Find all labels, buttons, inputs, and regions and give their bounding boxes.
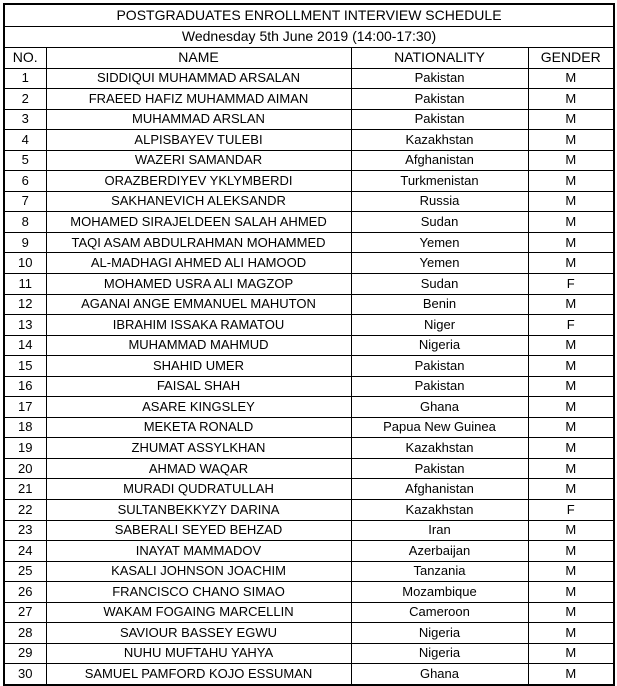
- table-row: [4, 602, 614, 623]
- cell-gender: M: [528, 150, 614, 171]
- cell-name: ORAZBERDIYEV YKLYMBERDI: [46, 171, 351, 192]
- cell-gender: M: [528, 212, 614, 233]
- cell-no: 18: [4, 417, 46, 438]
- cell-name: MUHAMMAD ARSLAN: [46, 109, 351, 130]
- cell-name: MUHAMMAD MAHMUD: [46, 335, 351, 356]
- cell-name: MOHAMED SIRAJELDEEN SALAH AHMED: [46, 212, 351, 233]
- cell-nationality: Tanzania: [351, 561, 528, 582]
- cell-gender: M: [528, 623, 614, 644]
- table-row: [4, 171, 614, 192]
- cell-nationality: Sudan: [351, 274, 528, 295]
- cell-nationality: Pakistan: [351, 109, 528, 130]
- cell-nationality: Papua New Guinea: [351, 417, 528, 438]
- cell-gender: M: [528, 561, 614, 582]
- schedule-table-body: [4, 68, 614, 685]
- cell-gender: M: [528, 397, 614, 418]
- table-row: [4, 232, 614, 253]
- cell-no: 16: [4, 376, 46, 397]
- cell-gender: M: [528, 130, 614, 151]
- cell-gender: M: [528, 191, 614, 212]
- cell-name: INAYAT MAMMADOV: [46, 541, 351, 562]
- table-row: [4, 376, 614, 397]
- cell-no: 6: [4, 171, 46, 192]
- table-row: [4, 253, 614, 274]
- table-row: [4, 130, 614, 151]
- cell-nationality: Ghana: [351, 397, 528, 418]
- cell-no: 21: [4, 479, 46, 500]
- table-row: [4, 623, 614, 644]
- cell-name: WAKAM FOGAING MARCELLIN: [46, 602, 351, 623]
- column-header-gender: GENDER: [528, 48, 614, 69]
- cell-nationality: Pakistan: [351, 376, 528, 397]
- table-row: [4, 150, 614, 171]
- cell-no: 28: [4, 623, 46, 644]
- cell-name: NUHU MUFTAHU YAHYA: [46, 643, 351, 664]
- cell-gender: M: [528, 376, 614, 397]
- cell-no: 17: [4, 397, 46, 418]
- cell-gender: M: [528, 89, 614, 110]
- cell-gender: M: [528, 417, 614, 438]
- cell-gender: M: [528, 335, 614, 356]
- cell-nationality: Russia: [351, 191, 528, 212]
- cell-no: 9: [4, 232, 46, 253]
- cell-gender: F: [528, 315, 614, 336]
- column-header-name: NAME: [46, 48, 351, 69]
- cell-gender: M: [528, 232, 614, 253]
- cell-nationality: Pakistan: [351, 458, 528, 479]
- table-row: [4, 458, 614, 479]
- cell-name: IBRAHIM ISSAKA RAMATOU: [46, 315, 351, 336]
- cell-name: WAZERI SAMANDAR: [46, 150, 351, 171]
- cell-gender: M: [528, 253, 614, 274]
- table-row: [4, 274, 614, 295]
- cell-name: AGANAI ANGE EMMANUEL MAHUTON: [46, 294, 351, 315]
- cell-nationality: Kazakhstan: [351, 130, 528, 151]
- subtitle-row: [4, 27, 614, 48]
- cell-no: 23: [4, 520, 46, 541]
- table-row: [4, 335, 614, 356]
- cell-no: 20: [4, 458, 46, 479]
- title-row: [4, 4, 614, 27]
- table-row: [4, 356, 614, 377]
- cell-nationality: Niger: [351, 315, 528, 336]
- table-row: [4, 643, 614, 664]
- table-row: [4, 438, 614, 459]
- cell-name: SHAHID UMER: [46, 356, 351, 377]
- table-row: [4, 561, 614, 582]
- cell-nationality: Iran: [351, 520, 528, 541]
- cell-nationality: Nigeria: [351, 623, 528, 644]
- cell-no: 26: [4, 582, 46, 603]
- cell-no: 14: [4, 335, 46, 356]
- table-row: [4, 212, 614, 233]
- table-row: [4, 397, 614, 418]
- cell-no: 25: [4, 561, 46, 582]
- cell-gender: M: [528, 520, 614, 541]
- cell-gender: M: [528, 294, 614, 315]
- cell-gender: M: [528, 643, 614, 664]
- cell-no: 10: [4, 253, 46, 274]
- column-header-no: NO.: [4, 48, 46, 69]
- cell-name: MURADI QUDRATULLAH: [46, 479, 351, 500]
- cell-nationality: Turkmenistan: [351, 171, 528, 192]
- table-row: [4, 417, 614, 438]
- cell-name: AHMAD WAQAR: [46, 458, 351, 479]
- cell-name: TAQI ASAM ABDULRAHMAN MOHAMMED: [46, 232, 351, 253]
- table-row: [4, 68, 614, 89]
- cell-name: ALPISBAYEV TULEBI: [46, 130, 351, 151]
- cell-name: SAKHANEVICH ALEKSANDR: [46, 191, 351, 212]
- column-header-nationality: NATIONALITY: [351, 48, 528, 69]
- cell-no: 12: [4, 294, 46, 315]
- cell-no: 11: [4, 274, 46, 295]
- cell-name: AL-MADHAGI AHMED ALI HAMOOD: [46, 253, 351, 274]
- table-row: [4, 582, 614, 603]
- cell-gender: M: [528, 458, 614, 479]
- cell-nationality: Ghana: [351, 664, 528, 685]
- cell-no: 15: [4, 356, 46, 377]
- cell-name: SAMUEL PAMFORD KOJO ESSUMAN: [46, 664, 351, 685]
- cell-gender: M: [528, 438, 614, 459]
- cell-no: 19: [4, 438, 46, 459]
- cell-gender: M: [528, 664, 614, 685]
- cell-gender: M: [528, 479, 614, 500]
- cell-nationality: Sudan: [351, 212, 528, 233]
- cell-nationality: Nigeria: [351, 335, 528, 356]
- cell-nationality: Mozambique: [351, 582, 528, 603]
- cell-nationality: Nigeria: [351, 643, 528, 664]
- header-row: [4, 48, 614, 69]
- cell-nationality: Afghanistan: [351, 150, 528, 171]
- cell-gender: M: [528, 171, 614, 192]
- table-row: [4, 315, 614, 336]
- cell-no: 8: [4, 212, 46, 233]
- cell-name: FRAEED HAFIZ MUHAMMAD AIMAN: [46, 89, 351, 110]
- cell-no: 22: [4, 500, 46, 521]
- cell-name: FRANCISCO CHANO SIMAO: [46, 582, 351, 603]
- cell-nationality: Kazakhstan: [351, 438, 528, 459]
- cell-gender: M: [528, 356, 614, 377]
- cell-name: SIDDIQUI MUHAMMAD ARSALAN: [46, 68, 351, 89]
- cell-name: KASALI JOHNSON JOACHIM: [46, 561, 351, 582]
- cell-nationality: Kazakhstan: [351, 500, 528, 521]
- cell-no: 13: [4, 315, 46, 336]
- table-row: [4, 664, 614, 685]
- cell-gender: M: [528, 541, 614, 562]
- document-subtitle: Wednesday 5th June 2019 (14:00-17:30): [4, 27, 614, 48]
- cell-gender: M: [528, 602, 614, 623]
- table-row: [4, 541, 614, 562]
- cell-nationality: Benin: [351, 294, 528, 315]
- table-row: [4, 479, 614, 500]
- table-row: [4, 500, 614, 521]
- cell-no: 30: [4, 664, 46, 685]
- cell-no: 29: [4, 643, 46, 664]
- cell-gender: F: [528, 500, 614, 521]
- cell-gender: M: [528, 68, 614, 89]
- cell-nationality: Pakistan: [351, 89, 528, 110]
- cell-name: ASARE KINGSLEY: [46, 397, 351, 418]
- cell-name: SULTANBEKKYZY DARINA: [46, 500, 351, 521]
- cell-name: ZHUMAT ASSYLKHAN: [46, 438, 351, 459]
- cell-name: MEKETA RONALD: [46, 417, 351, 438]
- cell-nationality: Yemen: [351, 232, 528, 253]
- cell-no: 27: [4, 602, 46, 623]
- cell-name: FAISAL SHAH: [46, 376, 351, 397]
- cell-no: 4: [4, 130, 46, 151]
- cell-nationality: Cameroon: [351, 602, 528, 623]
- cell-name: SAVIOUR BASSEY EGWU: [46, 623, 351, 644]
- cell-nationality: Azerbaijan: [351, 541, 528, 562]
- schedule-table: [3, 3, 615, 686]
- cell-name: MOHAMED USRA ALI MAGZOP: [46, 274, 351, 295]
- table-row: [4, 294, 614, 315]
- table-row: [4, 89, 614, 110]
- table-row: [4, 520, 614, 541]
- cell-nationality: Pakistan: [351, 68, 528, 89]
- cell-no: 2: [4, 89, 46, 110]
- cell-no: 24: [4, 541, 46, 562]
- cell-no: 1: [4, 68, 46, 89]
- cell-no: 7: [4, 191, 46, 212]
- cell-nationality: Pakistan: [351, 356, 528, 377]
- cell-no: 5: [4, 150, 46, 171]
- cell-gender: M: [528, 582, 614, 603]
- table-row: [4, 191, 614, 212]
- cell-nationality: Afghanistan: [351, 479, 528, 500]
- cell-no: 3: [4, 109, 46, 130]
- cell-gender: F: [528, 274, 614, 295]
- cell-gender: M: [528, 109, 614, 130]
- table-row: [4, 109, 614, 130]
- document-title: POSTGRADUATES ENROLLMENT INTERVIEW SCHEDULE: [4, 4, 614, 27]
- cell-name: SABERALI SEYED BEHZAD: [46, 520, 351, 541]
- cell-nationality: Yemen: [351, 253, 528, 274]
